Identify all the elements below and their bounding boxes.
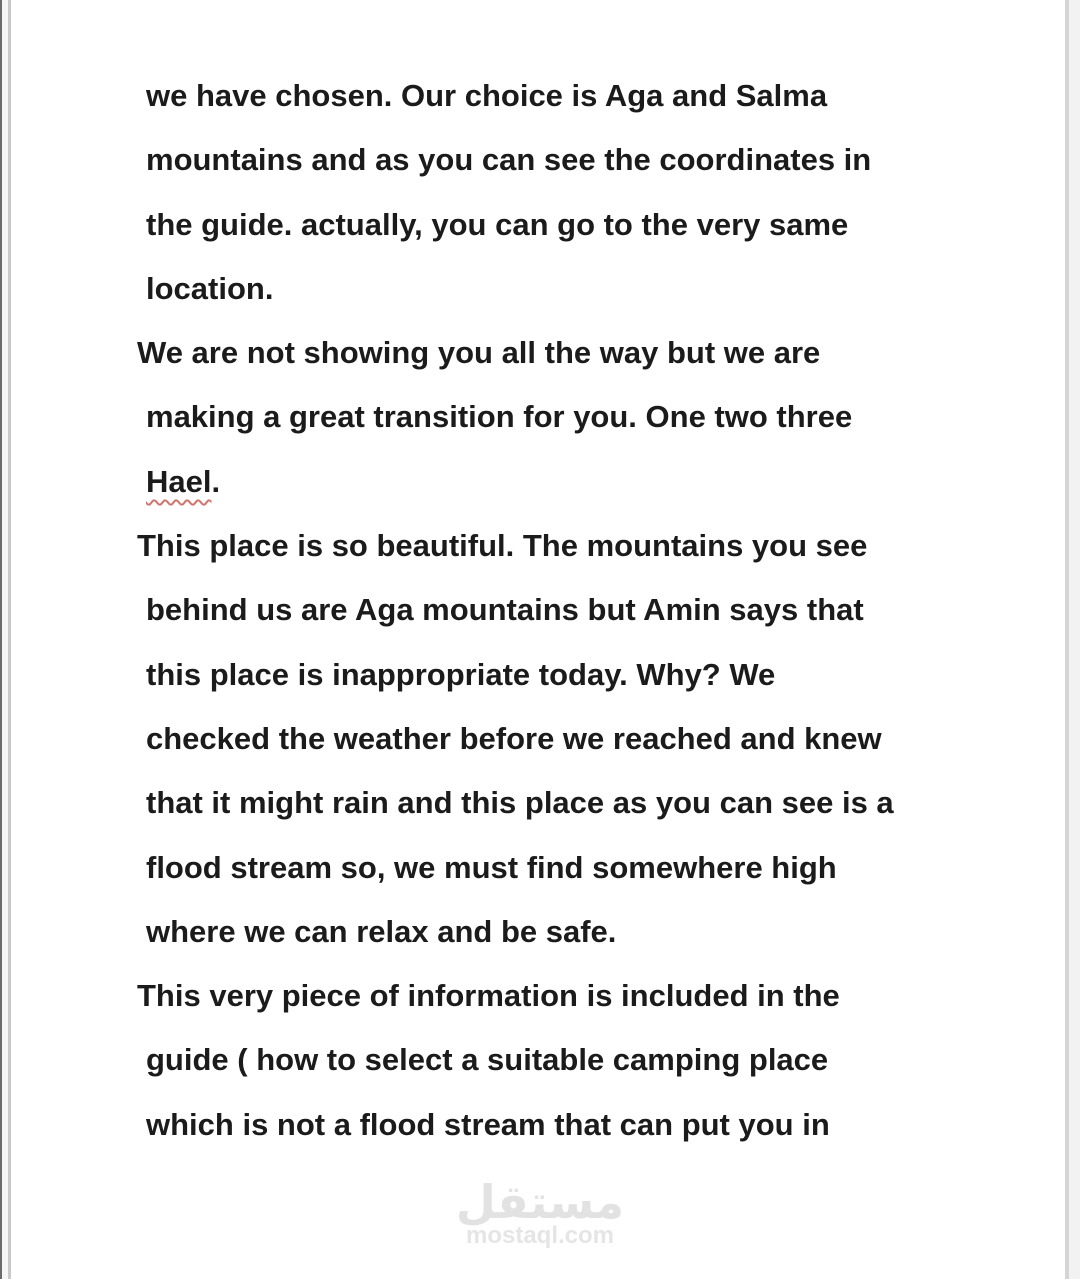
line-text: We are not showing you all the way but we are <box>137 335 821 371</box>
text-line <box>137 707 894 771</box>
text-line <box>137 321 894 385</box>
line-text: flood stream so, we must find somewhere high <box>146 849 837 885</box>
text-line <box>137 900 894 964</box>
line-text: making a great transition for you. One two three <box>146 399 853 435</box>
line-text: the guide. actually, you can go to the very same <box>146 206 849 242</box>
watermark <box>0 1175 1080 1249</box>
text-line <box>137 128 894 192</box>
line-text: checked the weather before we reached and knew <box>146 720 882 756</box>
text-line <box>137 1028 894 1092</box>
line-text: location. <box>146 270 274 306</box>
text-line <box>137 1093 894 1157</box>
line-text: we have chosen. Our choice is Aga and Salma <box>146 78 828 113</box>
text-line <box>137 771 894 835</box>
line-text: This place is so beautiful. The mountains you see <box>137 528 868 564</box>
document-page[interactable] <box>137 64 894 1157</box>
text-line <box>137 257 894 321</box>
text-line <box>137 64 894 128</box>
line-text: This very piece of information is included in the <box>137 978 840 1014</box>
text-line <box>137 514 894 578</box>
line-text: that it might rain and this place as you can see is a <box>146 785 894 821</box>
mostaql-logo: مستقل <box>455 1175 625 1229</box>
line-text: this place is inappropriate today. Why? We <box>146 656 776 692</box>
text-line <box>137 836 894 900</box>
line-text: behind us are Aga mountains but Amin says that <box>146 592 864 628</box>
line-text: mountains and as you can see the coordinates in <box>146 142 872 178</box>
text-line <box>137 643 894 707</box>
mostaql-site-text: mostaql.com <box>465 1222 615 1249</box>
text-line <box>137 578 894 642</box>
text-line <box>137 964 894 1028</box>
line-text: where we can relax and be safe. <box>146 913 617 949</box>
text-line <box>137 193 894 257</box>
text-line <box>137 450 894 514</box>
line-text: guide ( how to select a suitable camping place <box>146 1042 829 1078</box>
page-edge-left-line <box>8 0 11 1279</box>
line-text: . <box>211 463 221 499</box>
text-line <box>137 385 894 449</box>
line-text: which is not a flood stream that can put you in <box>146 1106 830 1142</box>
page-edge-right-strip <box>1069 0 1080 1279</box>
misspelled-word[interactable]: Hael <box>146 463 212 499</box>
